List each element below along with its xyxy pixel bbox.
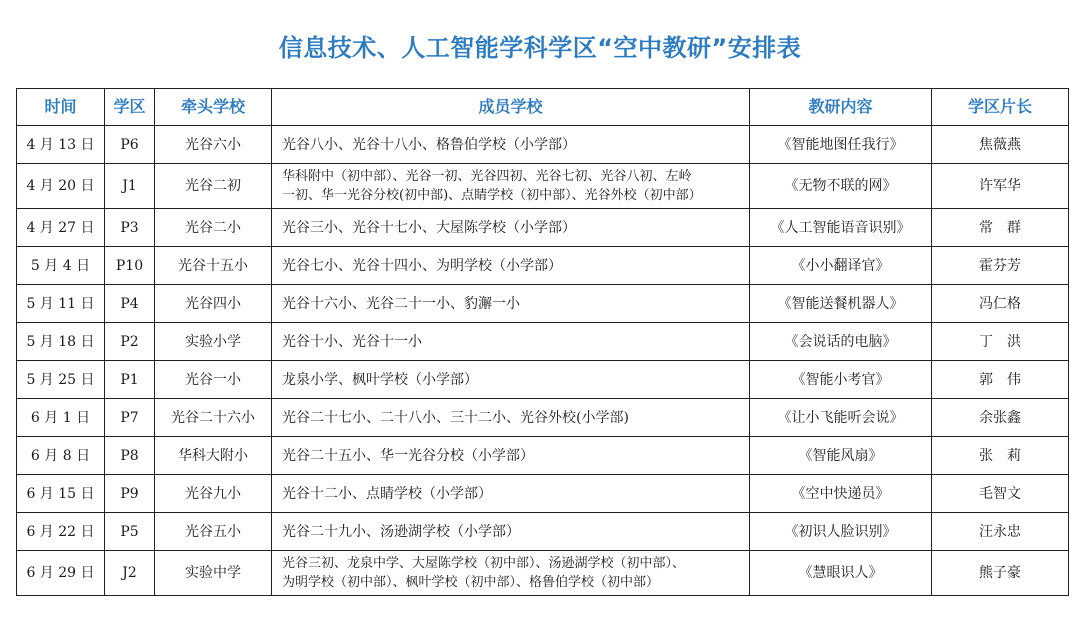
cell-member-schools	[272, 437, 750, 475]
member-schools-line: 光谷十六小、光谷二十一小、豹澥一小	[282, 295, 520, 312]
cell-lead-school: 光谷一小	[155, 361, 272, 399]
cell-time: 6 月 8 日	[17, 437, 105, 475]
cell-content: 《智能地图任我行》	[750, 126, 932, 164]
cell-district: P10	[105, 247, 155, 285]
cell-member-schools	[272, 551, 750, 596]
member-schools-line: 光谷三小、光谷十七小、大屋陈学校（小学部）	[282, 219, 576, 236]
member-schools-line: 华科附中（初中部）、光谷一初、光谷四初、光谷七初、光谷八初、左岭	[282, 169, 692, 184]
cell-content: 《智能风扇》	[750, 437, 932, 475]
cell-lead-school: 实验小学	[155, 323, 272, 361]
cell-district: P2	[105, 323, 155, 361]
table-row	[17, 399, 1069, 437]
table-row	[17, 323, 1069, 361]
member-schools-line: 光谷二十五小、华一光谷分校（小学部）	[282, 447, 534, 464]
page-title: 信息技术、人工智能学科学区“空中教研”安排表	[278, 34, 802, 62]
cell-time: 6 月 22 日	[17, 513, 105, 551]
cell-member-schools	[272, 209, 750, 247]
header-leader: 学区片长	[932, 89, 1069, 126]
cell-leader: 丁 洪	[932, 323, 1069, 361]
cell-lead-school: 实验中学	[155, 551, 272, 596]
cell-content: 《无物不联的网》	[750, 164, 932, 209]
cell-district: P6	[105, 126, 155, 164]
member-schools-line: 光谷八小、光谷十八小、格鲁伯学校（小学部）	[282, 136, 576, 153]
cell-district: P9	[105, 475, 155, 513]
cell-time: 4 月 27 日	[17, 209, 105, 247]
cell-content: 《会说话的电脑》	[750, 323, 932, 361]
cell-leader: 熊子豪	[932, 551, 1069, 596]
cell-leader: 毛智文	[932, 475, 1069, 513]
cell-district: P7	[105, 399, 155, 437]
member-schools-line: 光谷二十七小、二十八小、三十二小、光谷外校(小学部)	[282, 409, 629, 426]
member-schools-line: 光谷三初、龙泉中学、大屋陈学校（初中部）、汤逊湖学校（初中部）、	[282, 556, 686, 571]
cell-content: 《人工智能语音识别》	[750, 209, 932, 247]
cell-time: 6 月 15 日	[17, 475, 105, 513]
member-schools-line: 光谷七小、光谷十四小、为明学校（小学部）	[282, 257, 562, 274]
cell-lead-school: 光谷五小	[155, 513, 272, 551]
cell-member-schools	[272, 399, 750, 437]
header-time: 时间	[17, 89, 105, 126]
cell-lead-school: 光谷二初	[155, 164, 272, 209]
cell-time: 6 月 29 日	[17, 551, 105, 596]
table-row	[17, 247, 1069, 285]
header-member-schools: 成员学校	[272, 89, 750, 126]
header-content: 教研内容	[750, 89, 932, 126]
cell-leader: 许军华	[932, 164, 1069, 209]
cell-leader: 郭 伟	[932, 361, 1069, 399]
cell-time: 4 月 13 日	[17, 126, 105, 164]
cell-member-schools	[272, 285, 750, 323]
cell-leader: 常 群	[932, 209, 1069, 247]
cell-time: 6 月 1 日	[17, 399, 105, 437]
cell-lead-school: 光谷二十六小	[155, 399, 272, 437]
table-header-row	[17, 89, 1069, 126]
cell-content: 《智能送餐机器人》	[750, 285, 932, 323]
cell-time: 4 月 20 日	[17, 164, 105, 209]
cell-content: 《小小翻译官》	[750, 247, 932, 285]
cell-content: 《慧眼识人》	[750, 551, 932, 596]
schedule-table	[16, 88, 1069, 596]
cell-leader: 霍芬芳	[932, 247, 1069, 285]
table-row	[17, 513, 1069, 551]
cell-member-schools	[272, 126, 750, 164]
header-lead-school: 牵头学校	[155, 89, 272, 126]
cell-lead-school: 光谷十五小	[155, 247, 272, 285]
member-schools-line: 一初、华一光谷分校(初中部)、点睛学校（初中部）、光谷外校（初中部）	[282, 188, 702, 203]
cell-member-schools	[272, 513, 750, 551]
cell-member-schools	[272, 164, 750, 209]
cell-district: P1	[105, 361, 155, 399]
cell-leader: 冯仁格	[932, 285, 1069, 323]
cell-content: 《让小飞能听会说》	[750, 399, 932, 437]
cell-content: 《空中快递员》	[750, 475, 932, 513]
cell-member-schools	[272, 247, 750, 285]
cell-time: 5 月 11 日	[17, 285, 105, 323]
table-row	[17, 285, 1069, 323]
cell-district: J1	[105, 164, 155, 209]
member-schools-line: 龙泉小学、枫叶学校（小学部）	[282, 371, 478, 388]
cell-leader: 汪永忠	[932, 513, 1069, 551]
table-row	[17, 164, 1069, 209]
cell-time: 5 月 4 日	[17, 247, 105, 285]
member-schools-line: 为明学校（初中部）、枫叶学校（初中部）、格鲁伯学校（初中部）	[282, 575, 660, 590]
cell-district: P3	[105, 209, 155, 247]
cell-district: P5	[105, 513, 155, 551]
table-row	[17, 126, 1069, 164]
table-row	[17, 437, 1069, 475]
header-district: 学区	[105, 89, 155, 126]
cell-member-schools	[272, 361, 750, 399]
cell-lead-school: 光谷九小	[155, 475, 272, 513]
cell-lead-school: 光谷六小	[155, 126, 272, 164]
table-body	[17, 126, 1069, 596]
cell-district: P4	[105, 285, 155, 323]
cell-lead-school: 华科大附小	[155, 437, 272, 475]
cell-lead-school: 光谷四小	[155, 285, 272, 323]
cell-leader: 焦薇燕	[932, 126, 1069, 164]
cell-leader: 余张鑫	[932, 399, 1069, 437]
table-row	[17, 209, 1069, 247]
table-row	[17, 551, 1069, 596]
cell-district: J2	[105, 551, 155, 596]
cell-content: 《初识人脸识别》	[750, 513, 932, 551]
cell-leader: 张 莉	[932, 437, 1069, 475]
cell-time: 5 月 25 日	[17, 361, 105, 399]
cell-member-schools	[272, 323, 750, 361]
cell-time: 5 月 18 日	[17, 323, 105, 361]
cell-lead-school: 光谷二小	[155, 209, 272, 247]
cell-content: 《智能小考官》	[750, 361, 932, 399]
table-row	[17, 361, 1069, 399]
cell-member-schools	[272, 475, 750, 513]
member-schools-line: 光谷十二小、点睛学校（小学部）	[282, 485, 492, 502]
table-row	[17, 475, 1069, 513]
member-schools-line: 光谷二十九小、汤逊湖学校（小学部）	[282, 523, 520, 540]
member-schools-line: 光谷十小、光谷十一小	[282, 333, 422, 350]
cell-district: P8	[105, 437, 155, 475]
